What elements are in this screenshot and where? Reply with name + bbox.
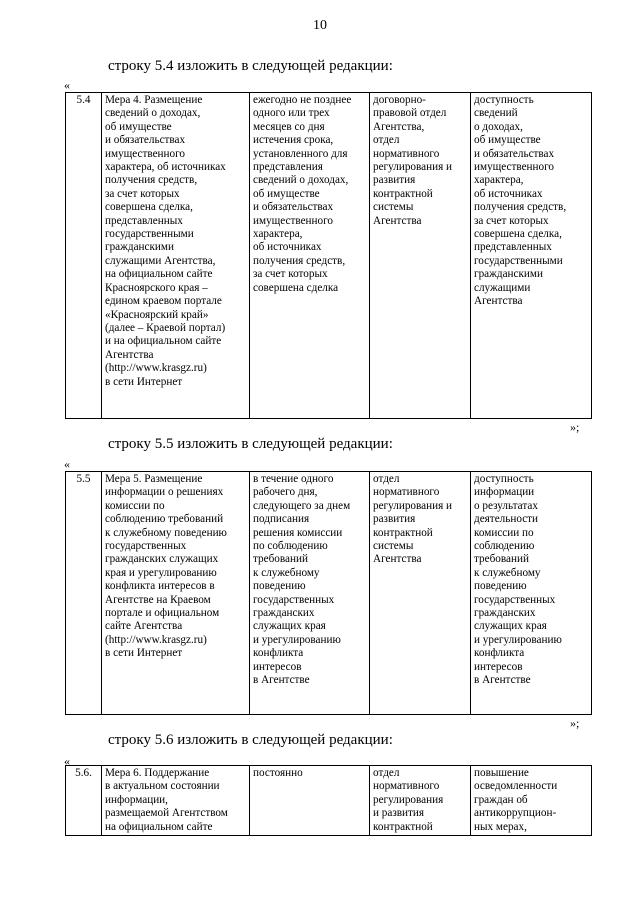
row-number: 5.4 bbox=[66, 93, 102, 419]
section-heading-5-5: строку 5.5 изложить в следующей редакции: bbox=[108, 436, 393, 452]
measure-cell: Мера 6. Поддержание в актуальном состоянии информации, размещаемой Агентством на официальном сайте bbox=[102, 766, 250, 836]
open-quote-5-4: « bbox=[64, 78, 70, 92]
close-quote-5-4: »; bbox=[570, 420, 580, 434]
measure-cell: Мера 5. Размещение информации о решениях комиссии по соблюдению требований к служебному поведению государственных гражданских служащих края и урегулированию конфликта интересов в Агентстве на Краевом портале и официальном сайте Агентства (http://www.krasgz.ru) в сети Интернет bbox=[102, 472, 250, 715]
table-clip-5-6 bbox=[60, 763, 600, 855]
measure-table-5-6 bbox=[65, 765, 592, 836]
deadline-cell: в течение одного рабочего дня, следующего за днем подписания решения комиссии по соблюдению требований к служебному поведению государственных гражданских служащих края и урегулированию конфликта интересов в Агентстве bbox=[250, 472, 370, 715]
deadline-cell: постоянно bbox=[250, 766, 370, 836]
table-row bbox=[66, 766, 592, 836]
deadline-cell: ежегодно не позднее одного или трех месяцев со дня истечения срока, установленного для представления сведений о доходах, об имуществе и обязательствах имущественного характера, об источниках получения средств, за счет которых совершена сделка bbox=[250, 93, 370, 419]
responsible-cell: договорно- правовой отдел Агентства, отдел нормативного регулирования и развития контрактной системы Агентства bbox=[370, 93, 471, 419]
table-row bbox=[66, 93, 592, 419]
responsible-cell: отдел нормативного регулирования и развития контрактной системы Агентства bbox=[370, 472, 471, 715]
responsible-cell: отдел нормативного регулирования и развития контрактной bbox=[370, 766, 471, 836]
measure-table-5-4 bbox=[65, 92, 592, 419]
row-number: 5.5 bbox=[66, 472, 102, 715]
open-quote-5-5: « bbox=[64, 457, 70, 471]
page-number: 10 bbox=[313, 18, 327, 33]
result-cell: повышение осведомленности граждан об антикоррупцион- ных мерах, bbox=[471, 766, 592, 836]
measure-table-5-5 bbox=[65, 471, 592, 715]
result-cell: доступность информации о результатах деятельности комиссии по соблюдению требований к служебному поведению государственных гражданских служащих края и урегулированию конфликта интересов в Агентстве bbox=[471, 472, 592, 715]
measure-cell: Мера 4. Размещение сведений о доходах, об имуществе и обязательствах имущественного характера, об источниках получения средств, за счет которых совершена сделка, представленных государственными гражданскими служащими Агентства, на официальном сайте Красноярского края – едином краевом портале «Красноярский край» (далее – Краевой портал) и на официальном сайте Агентства (http://www.krasgz.ru) в сети Интернет bbox=[102, 93, 250, 419]
table-row bbox=[66, 472, 592, 715]
close-quote-5-5: »; bbox=[570, 716, 580, 730]
row-number: 5.6. bbox=[66, 766, 102, 836]
section-heading-5-4: строку 5.4 изложить в следующей редакции: bbox=[108, 58, 393, 74]
section-heading-5-6: строку 5.6 изложить в следующей редакции: bbox=[108, 732, 393, 748]
result-cell: доступность сведений о доходах, об имуществе и обязательствах имущественного характера, об источниках получения средств, за счет которых совершена сделка, представленных государственными гражданскими служащими Агентства bbox=[471, 93, 592, 419]
open-quote-5-6: « bbox=[64, 754, 70, 768]
